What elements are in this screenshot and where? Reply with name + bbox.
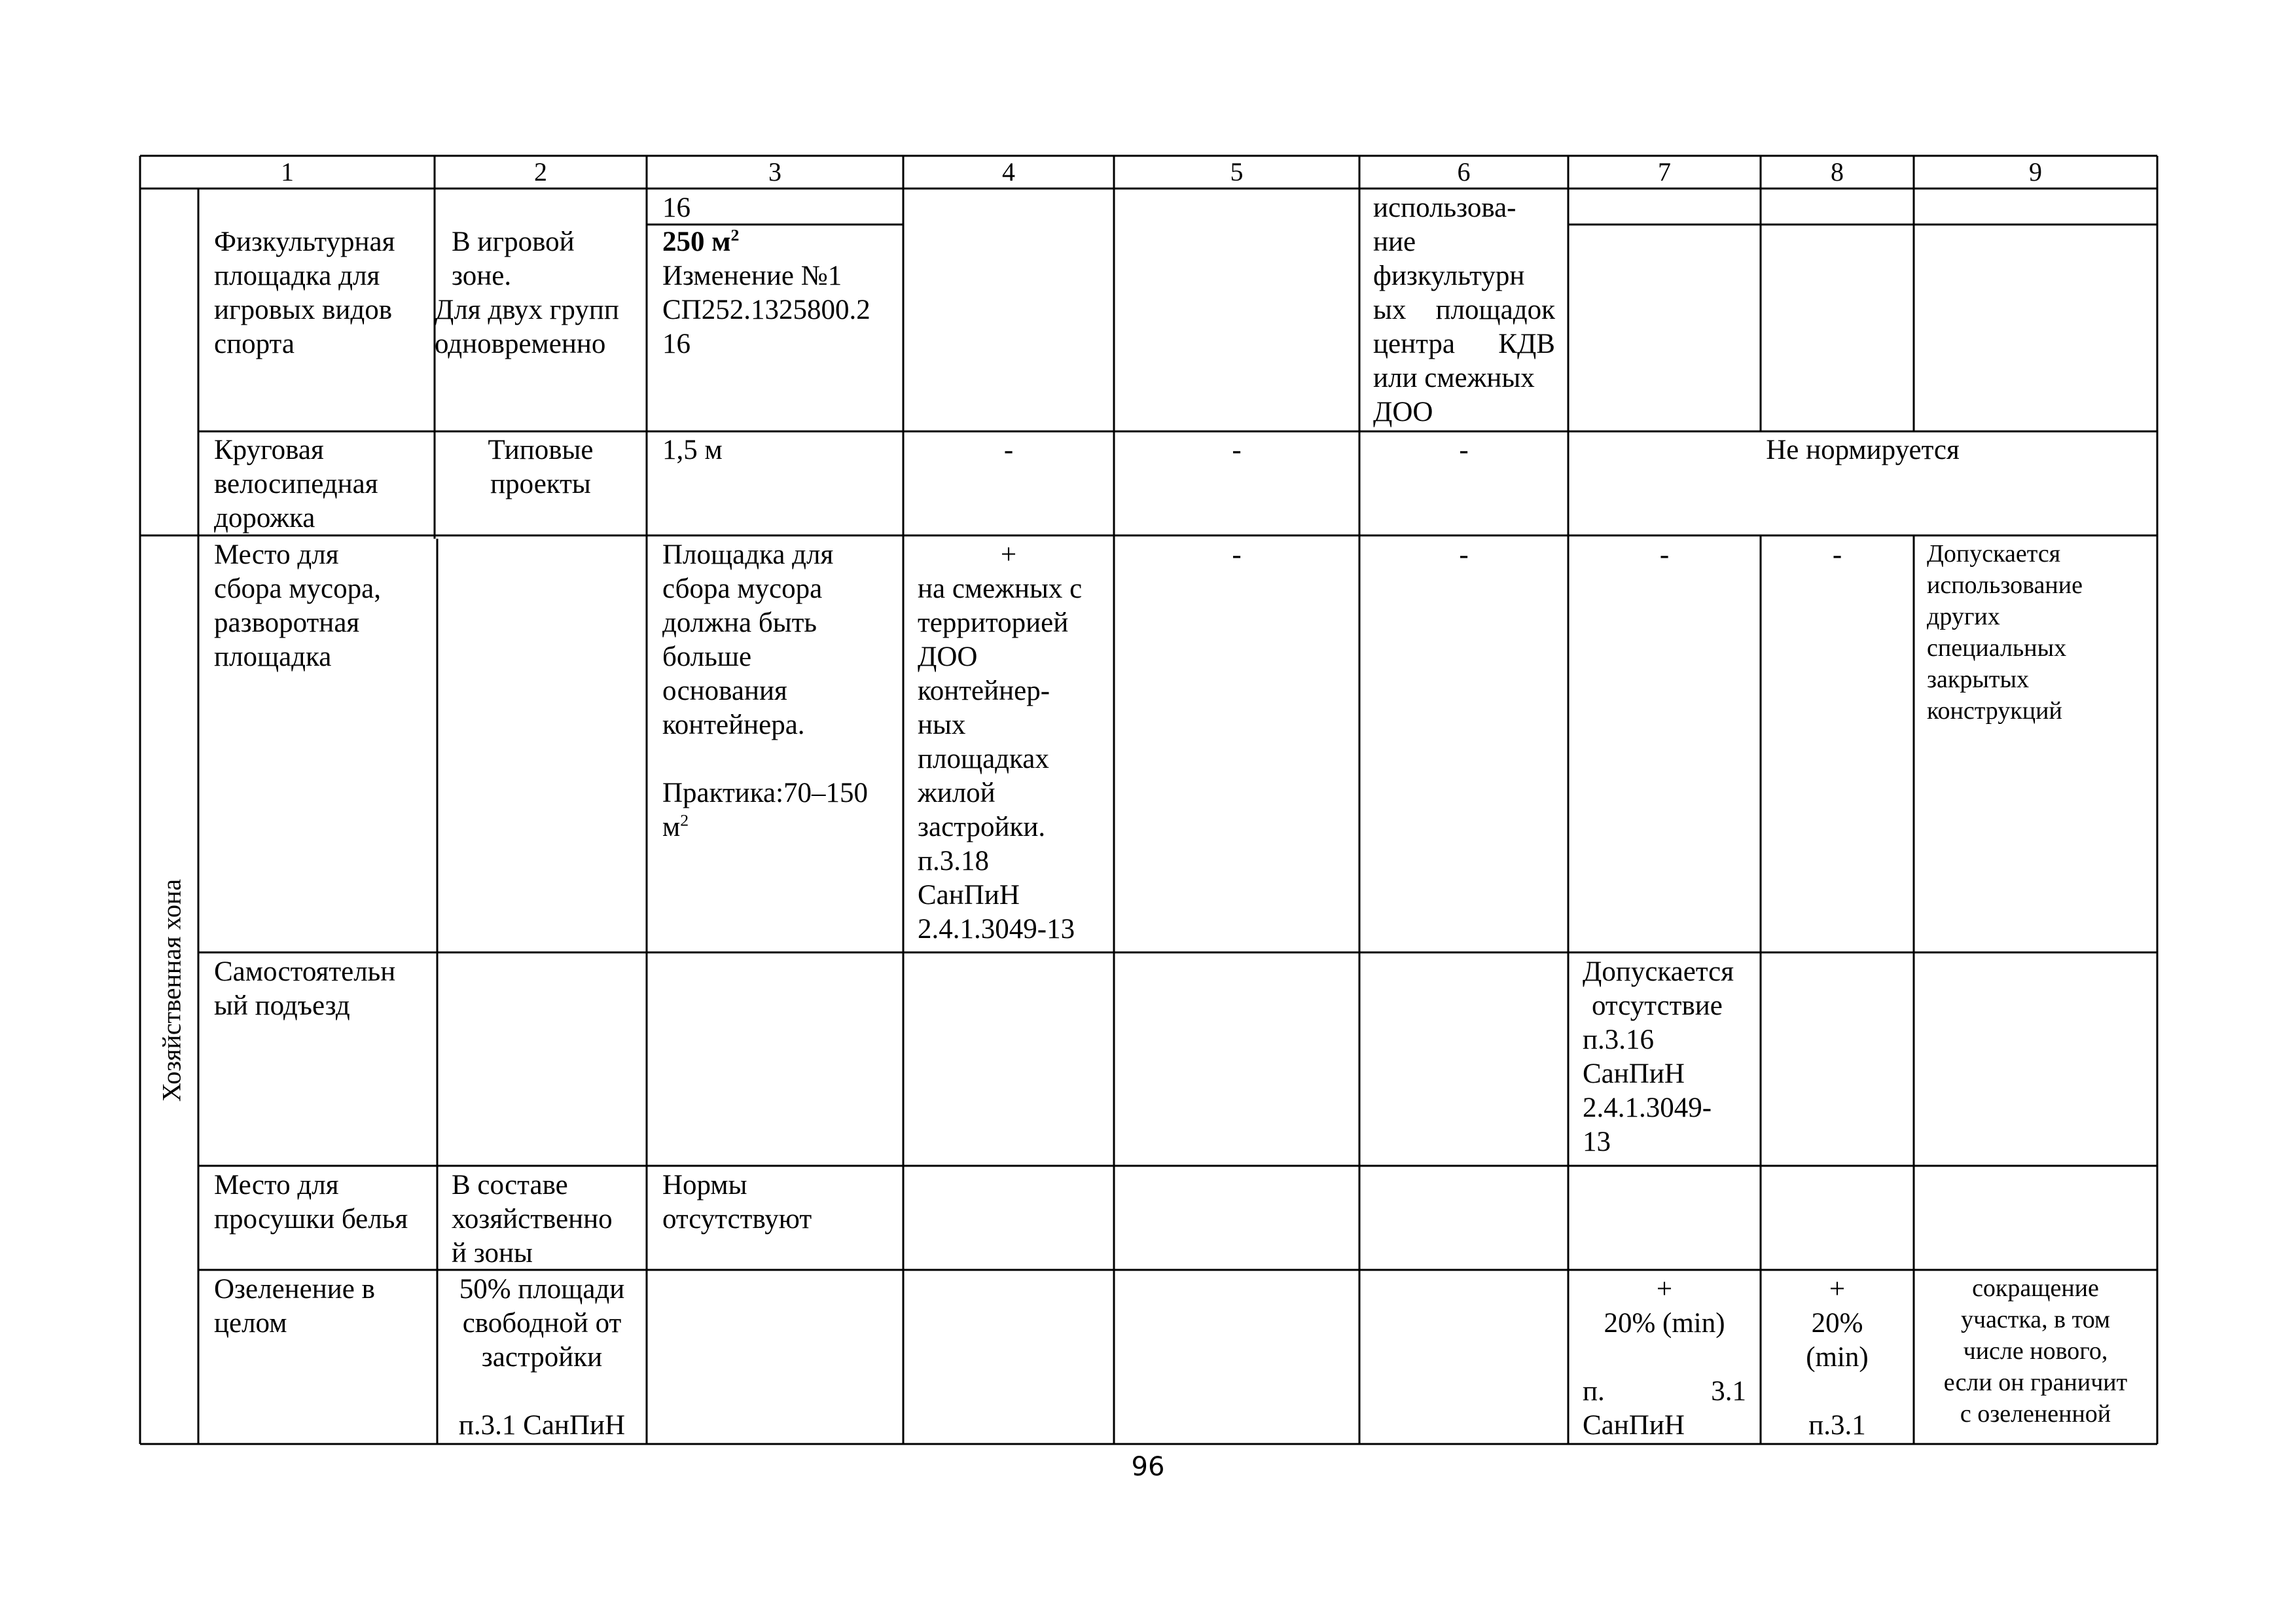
- r3-col8: -: [1832, 539, 1842, 570]
- r3-col6: -: [1459, 539, 1469, 570]
- r2-col5: -: [1232, 435, 1242, 465]
- header-col-6: 6: [1457, 157, 1471, 187]
- r3-col5: -: [1232, 539, 1242, 570]
- header-col-2: 2: [534, 157, 547, 187]
- header-col-8: 8: [1831, 157, 1844, 187]
- r0-col3: 16: [662, 192, 691, 223]
- header-col-1: 1: [281, 157, 294, 187]
- r2-col789: Не нормируется: [1766, 435, 1960, 465]
- zone-label: Хозяйственная хона: [156, 878, 187, 1102]
- r3-col7: -: [1659, 539, 1670, 570]
- header-col-5: 5: [1230, 157, 1244, 187]
- r0-col6-line5: центра: [1373, 329, 1456, 359]
- r2-col3: 1,5 м: [662, 435, 723, 465]
- r2-col6: -: [1459, 435, 1469, 465]
- header-col-3: 3: [768, 157, 781, 187]
- page-number: 96: [1131, 1452, 1165, 1482]
- r0-col6-line4: ых: [1373, 295, 1407, 325]
- header-col-9: 9: [2029, 157, 2042, 187]
- header-col-4: 4: [1002, 157, 1015, 187]
- r2-col4: -: [1003, 435, 1014, 465]
- header-col-7: 7: [1658, 157, 1671, 187]
